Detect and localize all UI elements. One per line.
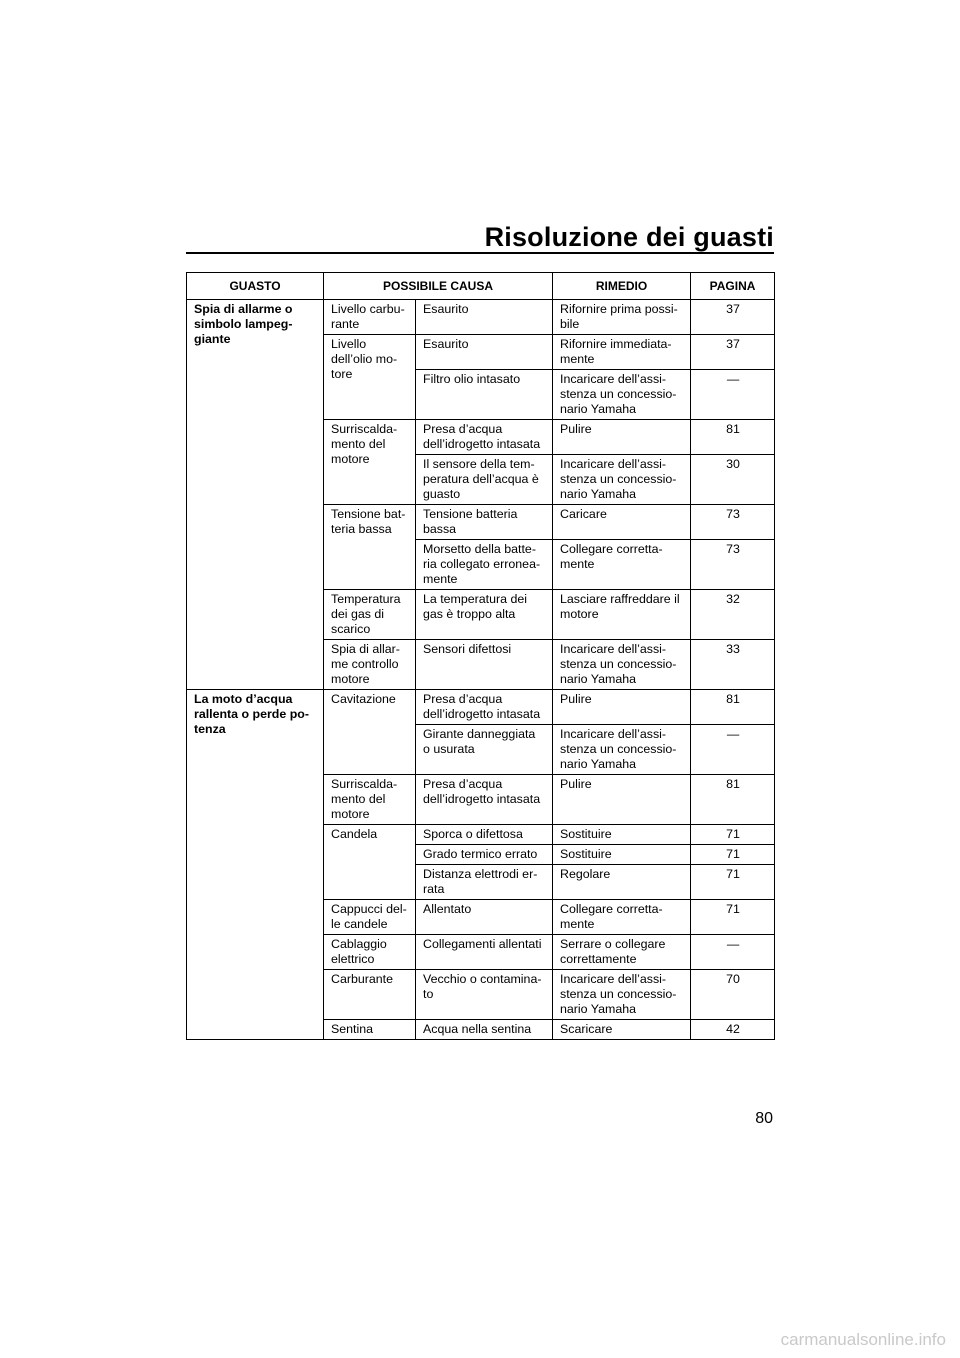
page-title: Risoluzione dei guasti [484, 222, 774, 252]
page-ref-cell: 42 [691, 1020, 775, 1040]
cause-detail-cell: Presa d’acqua dell’idrogetto intasata [416, 690, 553, 725]
cause-cell: Tensione bat- teria bassa [324, 505, 416, 590]
cause-cell: Carburante [324, 970, 416, 1020]
remedy-cell: Serrare o collegare correttamente [553, 935, 691, 970]
cause-cell: Cappucci del- le candele [324, 900, 416, 935]
cause-detail-cell: Presa d’acqua dell’idrogetto intasata [416, 420, 553, 455]
page-ref-cell: 81 [691, 775, 775, 825]
remedy-cell: Pulire [553, 420, 691, 455]
table-body [187, 300, 775, 1040]
page-ref-cell: — [691, 370, 775, 420]
remedy-cell: Incaricare dell’assi- stenza un concessio- nario Yamaha [553, 370, 691, 420]
cause-cell: Cablaggio elettrico [324, 935, 416, 970]
remedy-cell: Caricare [553, 505, 691, 540]
remedy-cell: Incaricare dell’assi- stenza un concessio- nario Yamaha [553, 970, 691, 1020]
remedy-cell: Incaricare dell’assi- stenza un concessio- nario Yamaha [553, 725, 691, 775]
cause-cell: Cavitazione [324, 690, 416, 775]
remedy-cell: Scaricare [553, 1020, 691, 1040]
cause-detail-cell: Acqua nella sentina [416, 1020, 553, 1040]
cause-detail-cell: Collegamenti allentati [416, 935, 553, 970]
cause-detail-cell: Il sensore della tem- peratura dell’acqua è guasto [416, 455, 553, 505]
page-ref-cell: 30 [691, 455, 775, 505]
page-ref-cell: 81 [691, 420, 775, 455]
header-pagina: PAGINA [691, 273, 775, 300]
page-ref-cell: — [691, 935, 775, 970]
table-row [187, 690, 775, 725]
header-guasto: GUASTO [187, 273, 324, 300]
table-row [187, 300, 775, 335]
table-header-row [187, 273, 775, 300]
page-ref-cell: 71 [691, 825, 775, 845]
remedy-cell: Collegare corretta- mente [553, 900, 691, 935]
cause-detail-cell: La temperatura dei gas è troppo alta [416, 590, 553, 640]
page-ref-cell: 73 [691, 540, 775, 590]
page-number: 80 [755, 1110, 773, 1127]
cause-detail-cell: Allentato [416, 900, 553, 935]
cause-detail-cell: Tensione batteria bassa [416, 505, 553, 540]
cause-cell: Livello carbu- rante [324, 300, 416, 335]
remedy-cell: Lasciare raffreddare il motore [553, 590, 691, 640]
cause-detail-cell: Grado termico errato [416, 845, 553, 865]
page-ref-cell: 70 [691, 970, 775, 1020]
page-ref-cell: 81 [691, 690, 775, 725]
remedy-cell: Pulire [553, 690, 691, 725]
remedy-cell: Pulire [553, 775, 691, 825]
remedy-cell: Sostituire [553, 845, 691, 865]
page-ref-cell: 33 [691, 640, 775, 690]
cause-detail-cell: Girante danneggiata o usurata [416, 725, 553, 775]
remedy-cell: Incaricare dell’assi- stenza un concessio- nario Yamaha [553, 455, 691, 505]
cause-detail-cell: Morsetto della batte- ria collegato erronea- mente [416, 540, 553, 590]
fault-cell: La moto d’acqua rallenta o perde po- tenza [187, 690, 324, 1040]
remedy-cell: Rifornire prima possi- bile [553, 300, 691, 335]
remedy-cell: Regolare [553, 865, 691, 900]
page-ref-cell: 71 [691, 845, 775, 865]
cause-cell: Sentina [324, 1020, 416, 1040]
page-ref-cell: 71 [691, 865, 775, 900]
header-rimedio: RIMEDIO [553, 273, 691, 300]
page-ref-cell: 37 [691, 300, 775, 335]
troubleshooting-table [186, 272, 775, 1040]
cause-detail-cell: Sensori difettosi [416, 640, 553, 690]
cause-detail-cell: Esaurito [416, 300, 553, 335]
cause-cell: Surriscalda- mento del motore [324, 775, 416, 825]
cause-detail-cell: Sporca o difettosa [416, 825, 553, 845]
cause-detail-cell: Distanza elettrodi er- rata [416, 865, 553, 900]
page-ref-cell: 73 [691, 505, 775, 540]
title-divider [186, 252, 774, 254]
page-ref-cell: 32 [691, 590, 775, 640]
page-ref-cell: 37 [691, 335, 775, 370]
cause-cell: Surriscalda- mento del motore [324, 420, 416, 505]
fault-cell: Spia di allarme o simbolo lampeg- giante [187, 300, 324, 690]
cause-detail-cell: Vecchio o contamina- to [416, 970, 553, 1020]
page-ref-cell: 71 [691, 900, 775, 935]
cause-cell: Spia di allar- me controllo motore [324, 640, 416, 690]
remedy-cell: Collegare corretta- mente [553, 540, 691, 590]
remedy-cell: Incaricare dell’assi- stenza un concessio- nario Yamaha [553, 640, 691, 690]
cause-cell: Temperatura dei gas di scarico [324, 590, 416, 640]
watermark: carmanualsonline.info [780, 1330, 946, 1349]
page-ref-cell: — [691, 725, 775, 775]
cause-detail-cell: Filtro olio intasato [416, 370, 553, 420]
remedy-cell: Rifornire immediata- mente [553, 335, 691, 370]
cause-cell: Candela [324, 825, 416, 900]
cause-detail-cell: Esaurito [416, 335, 553, 370]
header-possibile-causa: POSSIBILE CAUSA [324, 273, 553, 300]
cause-cell: Livello dell’olio mo- tore [324, 335, 416, 420]
cause-detail-cell: Presa d’acqua dell’idrogetto intasata [416, 775, 553, 825]
remedy-cell: Sostituire [553, 825, 691, 845]
